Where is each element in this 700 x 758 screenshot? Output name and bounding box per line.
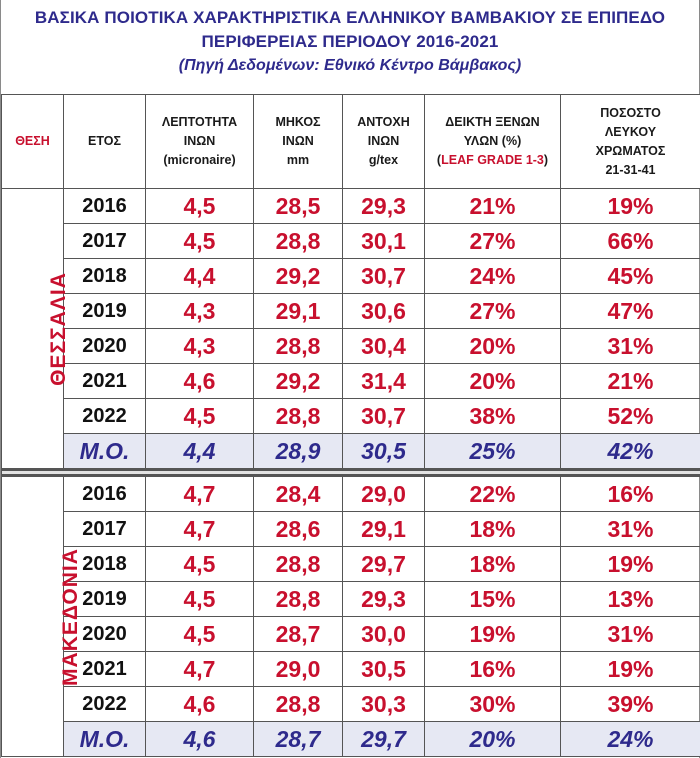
col-header-fineness <box>146 95 254 189</box>
length-cell: 28,7 <box>254 617 343 652</box>
year-cell: 2018 <box>64 259 146 294</box>
col-header-length-line: ΜΗΚΟΣ <box>275 115 321 129</box>
average-foreign-cell: 20% <box>425 722 561 757</box>
average-length-cell: 28,9 <box>254 434 343 470</box>
white-cell: 19% <box>561 189 700 224</box>
fineness-cell: 4,5 <box>146 399 254 434</box>
strength-cell: 29,3 <box>343 582 425 617</box>
title-line-2: ΠΕΡΙΦΕΡΕΙΑΣ ΠΕΡΙΟΔΟΥ 2016-2021 <box>201 32 499 51</box>
average-foreign-cell: 25% <box>425 434 561 470</box>
year-cell: 2020 <box>64 329 146 364</box>
white-cell: 39% <box>561 687 700 722</box>
fineness-cell: 4,3 <box>146 294 254 329</box>
fineness-cell: 4,4 <box>146 259 254 294</box>
average-label: Μ.Ο. <box>64 434 146 470</box>
year-cell: 2016 <box>64 189 146 224</box>
year-cell: 2020 <box>64 617 146 652</box>
year-cell: 2017 <box>64 224 146 259</box>
average-white-cell: 24% <box>561 722 700 757</box>
average-fineness-cell: 4,6 <box>146 722 254 757</box>
table-row <box>2 617 700 652</box>
length-cell: 28,4 <box>254 476 343 512</box>
col-header-white-color <box>561 95 700 189</box>
year-cell: 2019 <box>64 294 146 329</box>
title-line-1: ΒΑΣΙΚΑ ΠΟΙΟΤΙΚΑ ΧΑΡΑΚΤΗΡΙΣΤΙΚΑ ΕΛΛΗΝΙΚΟΥ ΒΑΜΒΑΚΙΟΥ ΣΕ ΕΠΙΠΕΔΟ <box>34 8 666 27</box>
strength-cell: 30,3 <box>343 687 425 722</box>
col-header-position-label: ΘΕΣΗ <box>15 134 50 148</box>
table-row <box>2 189 700 224</box>
foreign-cell: 22% <box>425 476 561 512</box>
foreign-cell: 16% <box>425 652 561 687</box>
white-cell: 45% <box>561 259 700 294</box>
foreign-cell: 38% <box>425 399 561 434</box>
length-cell: 28,8 <box>254 329 343 364</box>
length-cell: 28,6 <box>254 512 343 547</box>
col-header-white-line: ΛΕΥΚΟΥ <box>604 124 657 139</box>
col-header-year <box>64 95 146 189</box>
fineness-cell: 4,7 <box>146 652 254 687</box>
data-source: (Πηγή Δεδομένων: Εθνικό Κέντρο Βάμβακος) <box>178 57 522 74</box>
length-cell: 29,1 <box>254 294 343 329</box>
foreign-cell: 20% <box>425 364 561 399</box>
col-header-foreign-line: ΥΛΩΝ (%) <box>463 134 522 148</box>
fineness-cell: 4,3 <box>146 329 254 364</box>
white-cell: 13% <box>561 582 700 617</box>
length-cell: 29,0 <box>254 652 343 687</box>
length-cell: 28,8 <box>254 399 343 434</box>
col-header-strength <box>343 95 425 189</box>
year-cell: 2021 <box>64 652 146 687</box>
col-header-foreign-grade <box>425 151 560 170</box>
white-cell: 52% <box>561 399 700 434</box>
white-cell: 66% <box>561 224 700 259</box>
col-header-length <box>254 95 343 189</box>
length-cell: 28,8 <box>254 547 343 582</box>
white-cell: 21% <box>561 364 700 399</box>
col-header-position <box>2 95 64 189</box>
col-header-year-label: ΕΤΟΣ <box>88 134 121 148</box>
length-cell: 28,8 <box>254 224 343 259</box>
table-row <box>2 476 700 512</box>
year-cell: 2022 <box>64 399 146 434</box>
leaf-grade-label: LEAF GRADE 1-3 <box>441 153 544 167</box>
col-header-fineness-line: ΙΝΩΝ <box>183 134 216 148</box>
average-fineness-cell: 4,4 <box>146 434 254 470</box>
strength-cell: 30,0 <box>343 617 425 652</box>
white-cell: 19% <box>561 547 700 582</box>
length-cell: 29,2 <box>254 364 343 399</box>
white-cell: 31% <box>561 617 700 652</box>
region-label: ΘΕΣΣΑΛΙΑ <box>46 271 70 386</box>
col-header-white-line: ΧΡΩΜΑΤΟΣ <box>595 143 666 158</box>
paren-open: ( <box>436 153 442 167</box>
fineness-cell: 4,6 <box>146 364 254 399</box>
fineness-cell: 4,5 <box>146 189 254 224</box>
length-cell: 28,8 <box>254 582 343 617</box>
average-length-cell: 28,7 <box>254 722 343 757</box>
year-cell: 2019 <box>64 582 146 617</box>
table-row <box>2 399 700 434</box>
fineness-cell: 4,5 <box>146 224 254 259</box>
strength-cell: 30,7 <box>343 399 425 434</box>
region-label-cell <box>2 189 70 470</box>
col-header-length-line: ΙΝΩΝ <box>282 134 314 148</box>
col-header-foreign-matter <box>425 95 561 189</box>
quality-table <box>1 94 700 757</box>
col-header-length-unit: mm <box>286 153 310 167</box>
foreign-cell: 20% <box>425 329 561 364</box>
foreign-cell: 18% <box>425 547 561 582</box>
strength-cell: 30,6 <box>343 294 425 329</box>
col-header-fineness-unit: (micronaire) <box>163 153 236 167</box>
foreign-cell: 18% <box>425 512 561 547</box>
col-header-strength-line: ΑΝΤΟΧΗ <box>357 115 410 129</box>
table-row <box>2 512 700 547</box>
column-header-row <box>2 95 700 189</box>
fineness-cell: 4,5 <box>146 547 254 582</box>
foreign-cell: 15% <box>425 582 561 617</box>
col-header-white-line: ΠΟΣΟΣΤΟ <box>600 105 661 120</box>
foreign-cell: 21% <box>425 189 561 224</box>
year-cell: 2016 <box>64 476 146 512</box>
foreign-cell: 30% <box>425 687 561 722</box>
strength-cell: 29,3 <box>343 189 425 224</box>
length-cell: 28,8 <box>254 687 343 722</box>
strength-cell: 30,4 <box>343 329 425 364</box>
col-header-foreign-line: ΔΕΙΚΤΗ ΞΕΝΩΝ <box>445 115 540 129</box>
table-row <box>2 364 700 399</box>
col-header-strength-line: ΙΝΩΝ <box>367 134 400 148</box>
strength-cell: 31,4 <box>343 364 425 399</box>
year-cell: 2018 <box>64 547 146 582</box>
average-row <box>2 434 700 470</box>
table-row <box>2 582 700 617</box>
year-cell: 2017 <box>64 512 146 547</box>
foreign-cell: 24% <box>425 259 561 294</box>
fineness-cell: 4,5 <box>146 617 254 652</box>
foreign-cell: 27% <box>425 294 561 329</box>
white-cell: 31% <box>561 512 700 547</box>
foreign-cell: 19% <box>425 617 561 652</box>
region-label-cell <box>2 476 82 757</box>
paren-close: ) <box>543 153 549 167</box>
white-cell: 19% <box>561 652 700 687</box>
strength-cell: 30,1 <box>343 224 425 259</box>
table-row <box>2 652 700 687</box>
strength-cell: 30,7 <box>343 259 425 294</box>
table-row <box>2 294 700 329</box>
year-cell: 2021 <box>64 364 146 399</box>
table-row <box>2 329 700 364</box>
table-row <box>2 547 700 582</box>
col-header-white-grades: 21-31-41 <box>605 162 656 177</box>
strength-cell: 29,1 <box>343 512 425 547</box>
foreign-cell: 27% <box>425 224 561 259</box>
table-row <box>2 259 700 294</box>
average-label: Μ.Ο. <box>64 722 146 757</box>
length-cell: 28,5 <box>254 189 343 224</box>
table-row <box>2 224 700 259</box>
white-cell: 16% <box>561 476 700 512</box>
white-cell: 31% <box>561 329 700 364</box>
document-header <box>1 0 699 94</box>
strength-cell: 29,7 <box>343 547 425 582</box>
region-label: ΜΑΚΕΔΟΝΙΑ <box>58 547 82 686</box>
average-strength-cell: 29,7 <box>343 722 425 757</box>
fineness-cell: 4,7 <box>146 476 254 512</box>
col-header-fineness-line: ΛΕΠΤΟΤΗΤΑ <box>161 115 238 129</box>
strength-cell: 29,0 <box>343 476 425 512</box>
fineness-cell: 4,6 <box>146 687 254 722</box>
col-header-strength-unit: g/tex <box>368 153 399 167</box>
fineness-cell: 4,7 <box>146 512 254 547</box>
white-cell: 47% <box>561 294 700 329</box>
average-strength-cell: 30,5 <box>343 434 425 470</box>
average-row <box>2 722 700 757</box>
fineness-cell: 4,5 <box>146 582 254 617</box>
table-row <box>2 687 700 722</box>
year-cell: 2022 <box>64 687 146 722</box>
length-cell: 29,2 <box>254 259 343 294</box>
average-white-cell: 42% <box>561 434 700 470</box>
strength-cell: 30,5 <box>343 652 425 687</box>
